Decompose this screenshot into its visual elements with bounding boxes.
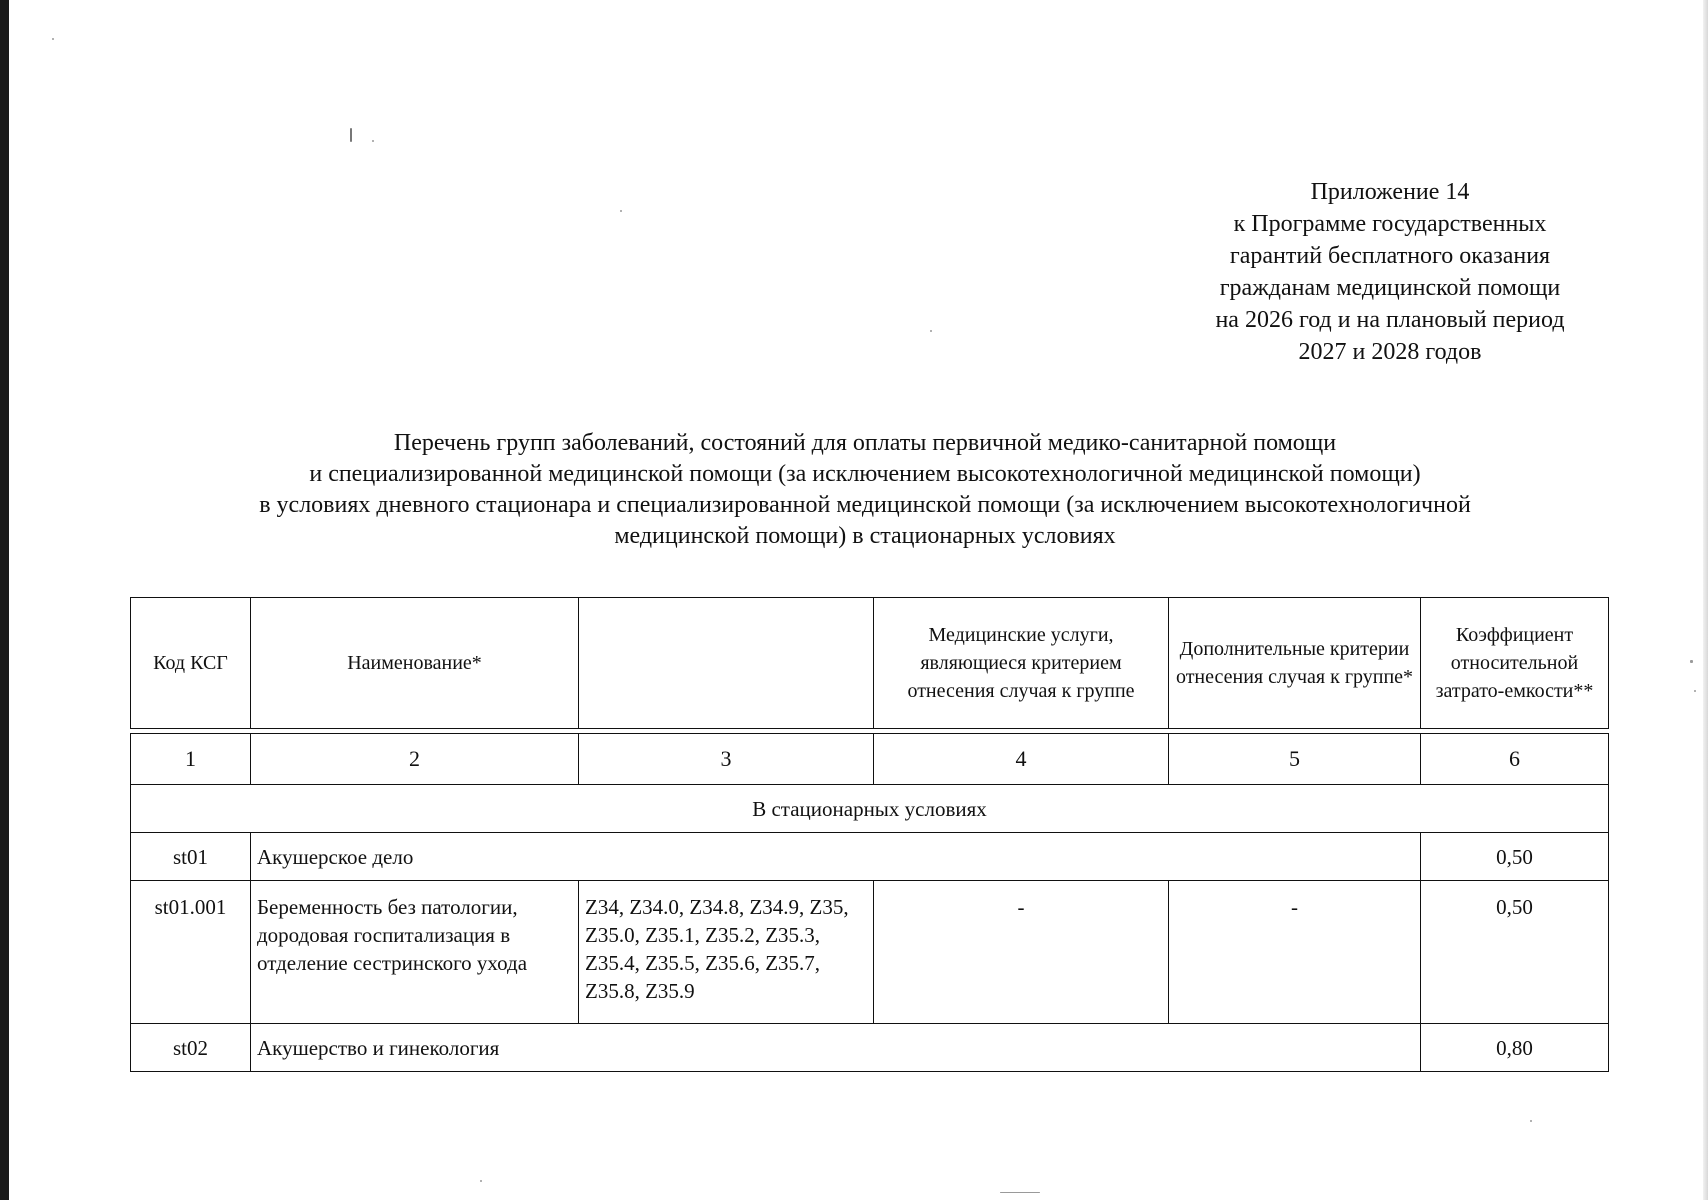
row-name: Акушерское дело xyxy=(251,833,1421,881)
row-services: - xyxy=(874,881,1169,1024)
header-cell-services: Медицинские услуги, являющиеся критерием отнесения случая к группе xyxy=(874,598,1169,729)
scan-edge-left xyxy=(0,0,9,1200)
row-code: st01 xyxy=(131,833,251,881)
header-cell-diagnoses xyxy=(579,598,874,729)
row-extra-criteria: - xyxy=(1169,881,1421,1024)
appendix-line: на 2026 год и на плановый период xyxy=(1215,307,1565,333)
header-cell-code: Код КСГ xyxy=(131,598,251,729)
column-number: 5 xyxy=(1169,734,1421,785)
title-line: в условиях дневного стационара и специализированной медицинской помощи (за исключением высокотехнологичной xyxy=(259,492,1471,518)
appendix-line: гражданам медицинской помощи xyxy=(1219,275,1561,301)
appendix-line: 2027 и 2028 годов xyxy=(1298,339,1482,365)
title-line: и специализированной медицинской помощи (за исключением высокотехнологичной медицинской помощи) xyxy=(309,461,1421,487)
column-number: 1 xyxy=(131,734,251,785)
header-cell-coefficient: Коэффициент относительной затрато-емкости** xyxy=(1421,598,1609,729)
table-row-group xyxy=(131,1024,1609,1072)
appendix-note xyxy=(1150,176,1630,368)
title-line: Перечень групп заболеваний, состояний для оплаты первичной медико-санитарной помощи xyxy=(393,430,1337,456)
column-number: 4 xyxy=(874,734,1169,785)
table-row-group xyxy=(131,833,1609,881)
column-number: 6 xyxy=(1421,734,1609,785)
row-code: st01.001 xyxy=(131,881,251,1024)
row-name: Беременность без патологии, дородовая госпитализация в отделение сестринского ухода xyxy=(251,881,579,1024)
section-label: В стационарных условиях xyxy=(131,785,1609,833)
table-row-item xyxy=(131,881,1609,1024)
row-coefficient: 0,80 xyxy=(1421,1024,1609,1072)
column-number: 2 xyxy=(251,734,579,785)
row-code: st02 xyxy=(131,1024,251,1072)
header-cell-name: Наименование* xyxy=(251,598,579,729)
title-line: медицинской помощи) в стационарных условиях xyxy=(614,523,1116,549)
table-header-row xyxy=(131,598,1609,729)
ksg-table xyxy=(130,597,1609,1072)
appendix-line: Приложение 14 xyxy=(1310,179,1470,205)
scan-edge-right xyxy=(1703,0,1708,1200)
document-title xyxy=(130,428,1600,552)
row-diagnoses: Z34, Z34.0, Z34.8, Z34.9, Z35, Z35.0, Z35.1, Z35.2, Z35.3, Z35.4, Z35.5, Z35.6, Z35.7, Z35.8, Z35.9 xyxy=(579,881,874,1024)
column-number: 3 xyxy=(579,734,874,785)
section-row xyxy=(131,785,1609,833)
row-coefficient: 0,50 xyxy=(1421,833,1609,881)
row-name: Акушерство и гинекология xyxy=(251,1024,1421,1072)
appendix-line: гарантий бесплатного оказания xyxy=(1229,243,1551,269)
appendix-line: к Программе государственных xyxy=(1233,211,1547,237)
column-number-row xyxy=(131,734,1609,785)
header-cell-extra-criteria: Дополнительные критерии отнесения случая к группе* xyxy=(1169,598,1421,729)
row-coefficient: 0,50 xyxy=(1421,881,1609,1024)
